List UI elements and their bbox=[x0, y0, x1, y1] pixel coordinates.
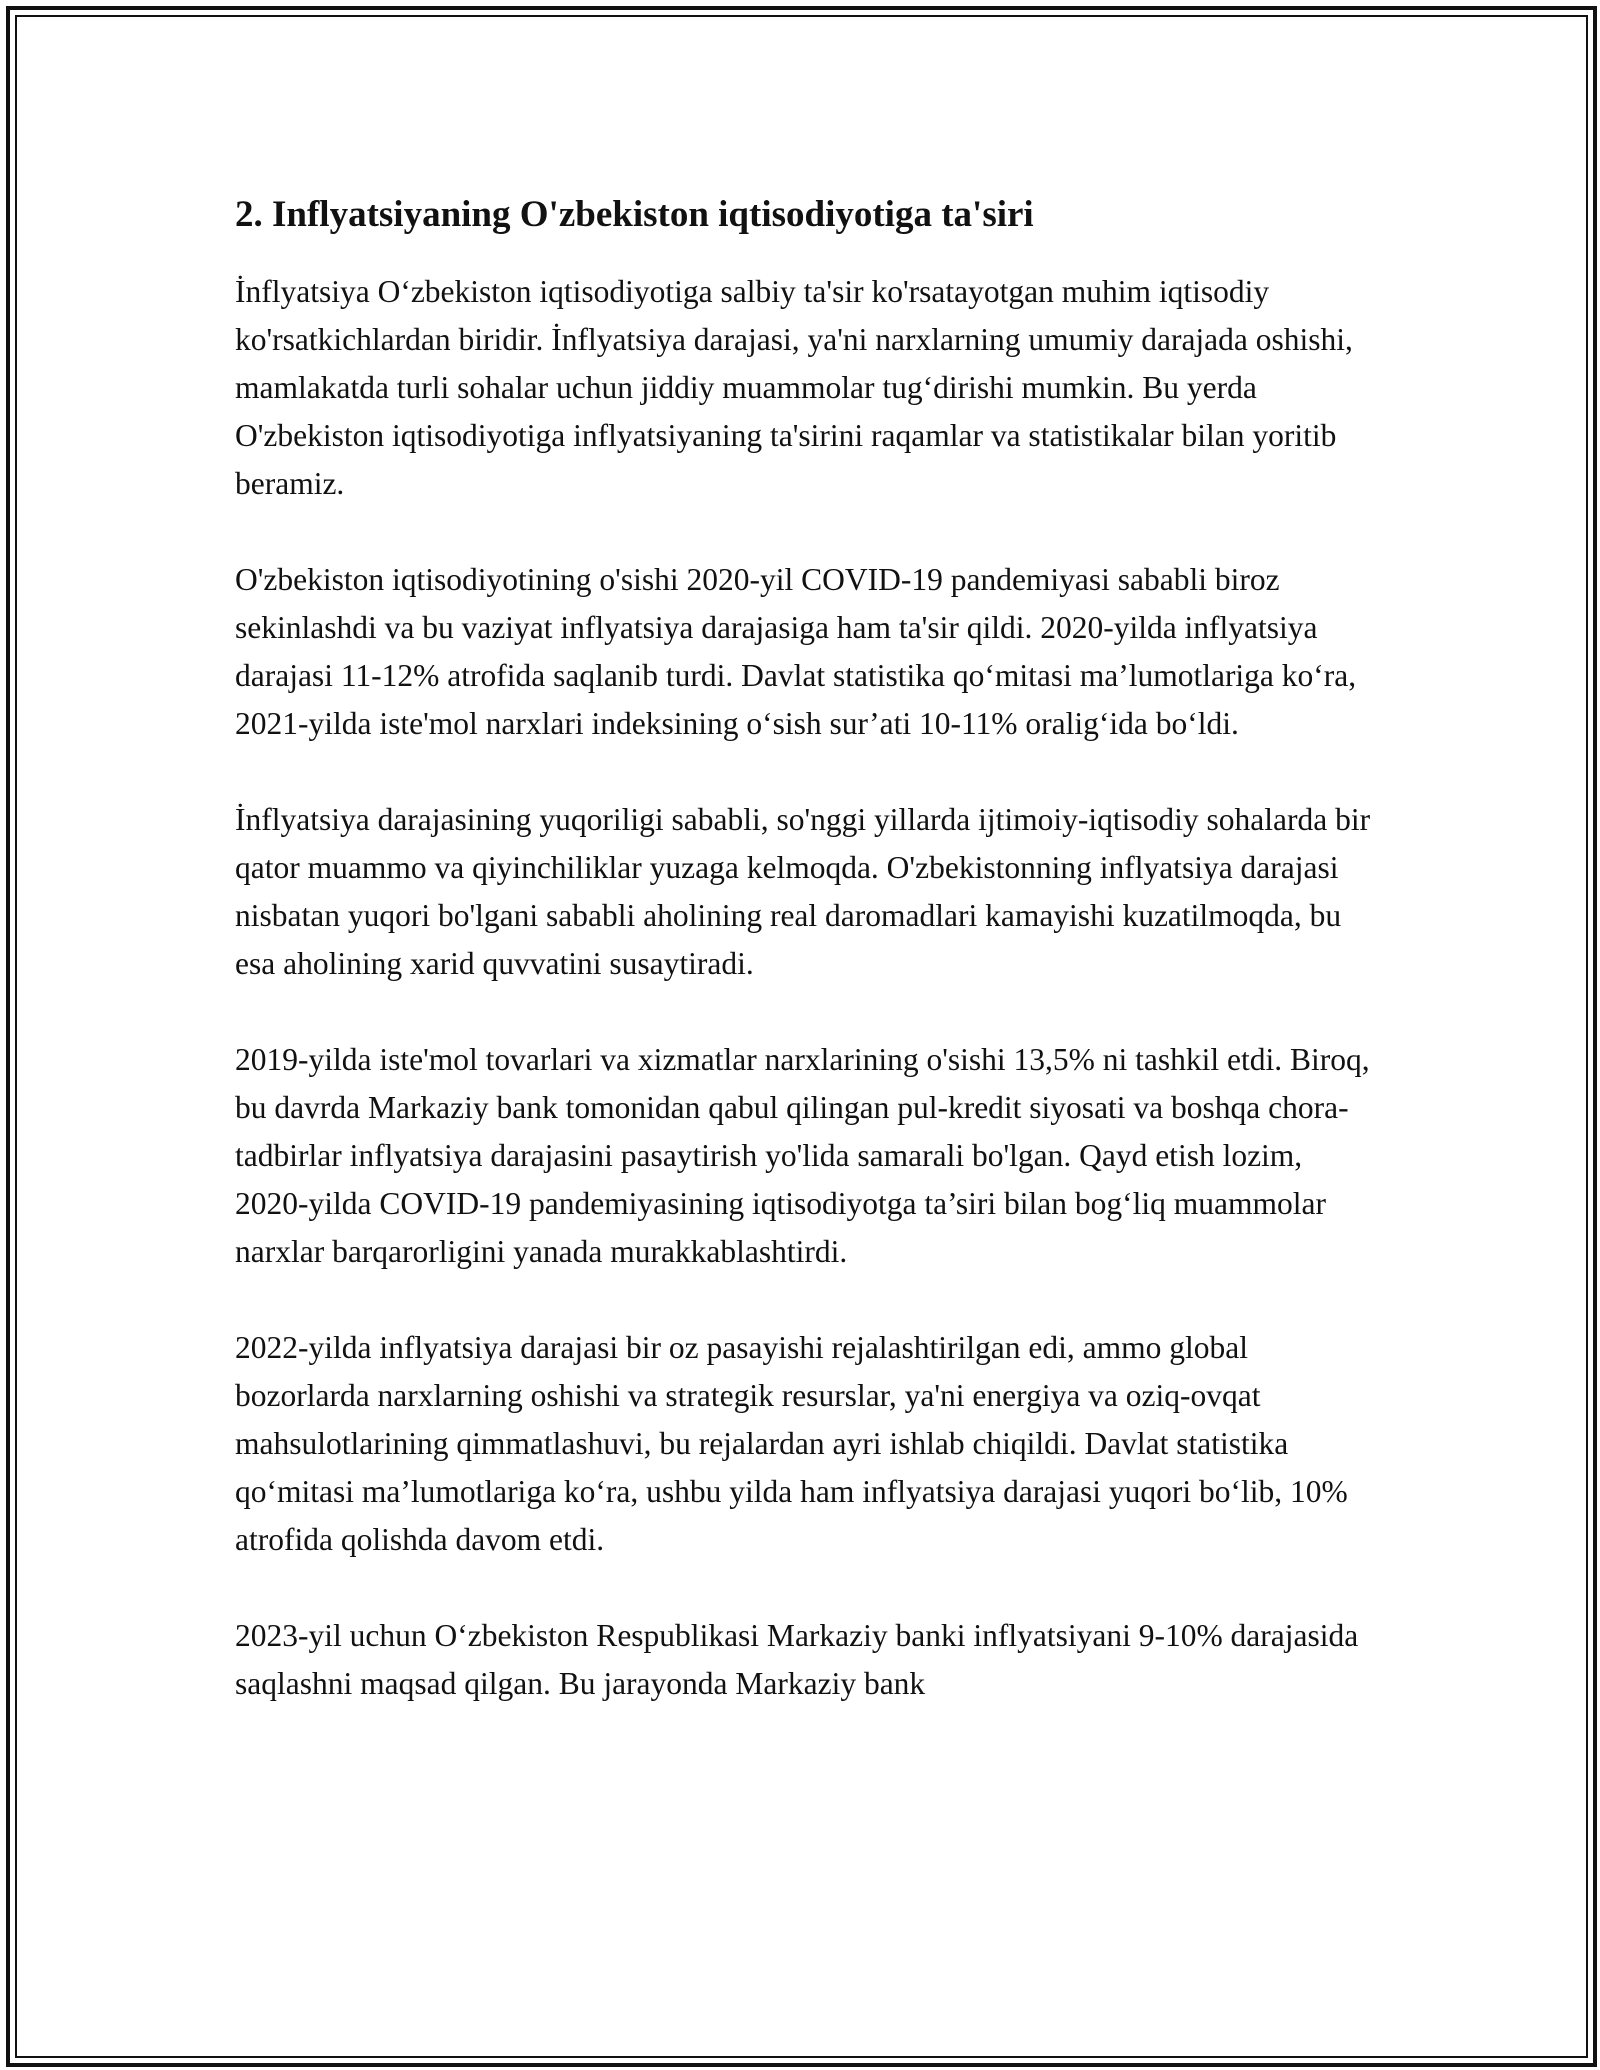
paragraph-5: 2022-yilda inflyatsiya darajasi bir oz pasayishi rejalashtirilgan edi, ammo global bozorlarda narxlarning oshishi va strategik resurslar, ya'ni energiya va oziq-ovqat mahsulotlarining qimmatlashuvi, bu rejalardan ayri ishlab chiqildi. Davlat statistika qo‘mitasi ma’lumotlariga ko‘ra, ushbu yilda ham inflyatsiya darajasi yuqori bo‘lib, 10% atrofida qolishda davom etdi. bbox=[235, 1330, 1348, 1557]
document-body bbox=[235, 180, 1375, 1756]
paragraph-1: İnflyatsiya O‘zbekiston iqtisodiyotiga salbiy ta'sir ko'rsatayotgan muhim iqtisodiy ko'rsatkichlardan biridir. İnflyatsiya darajasi, ya'ni narxlarning umumiy darajada oshishi, mamlakatda turli sohalar uchun jiddiy muammolar tug‘dirishi mumkin. Bu yerda O'zbekiston iqtisodiyotiga inflyatsiyaning ta'sirini raqamlar va statistikalar bilan yoritib beramiz. bbox=[235, 274, 1353, 501]
paragraph-3: İnflyatsiya darajasining yuqoriligi sababli, so'nggi yillarda ijtimoiy-iqtisodiy sohalarda bir qator muammo va qiyinchiliklar yuzaga kelmoqda. O'zbekistonning inflyatsiya darajasi nisbatan yuqori bo'lgani sababli aholining real daromadlari kamayishi kuzatilmoqda, bu esa aholining xarid quvvatini susaytiradi. bbox=[235, 802, 1371, 981]
paragraph-4: 2019-yilda iste'mol tovarlari va xizmatlar narxlarining o'sishi 13,5% ni tashkil etdi. Biroq, bu davrda Markaziy bank tomonidan qabul qilingan pul-kredit siyosati va boshqa chora-tadbirlar inflyatsiya darajasini pasaytirish yo'lida samarali bo'lgan. Qayd etish lozim, 2020-yilda COVID-19 pandemiyasining iqtisodiyotga ta’siri bilan bog‘liq muammolar narxlar barqarorligini yanada murakkablashtirdi. bbox=[235, 1042, 1370, 1269]
paragraph-2: O'zbekiston iqtisodiyotining o'sishi 2020-yil COVID-19 pandemiyasi sababli biroz sekinlashdi va bu vaziyat inflyatsiya darajasiga ham ta'sir qildi. 2020-yilda inflyatsiya darajasi 11-12% atrofida saqlanib turdi. Davlat statistika qo‘mitasi ma’lumotlariga ko‘ra, 2021-yilda iste'mol narxlari indeksining o‘sish sur’ati 10-11% oralig‘ida bo‘ldi. bbox=[235, 562, 1357, 741]
section-heading: 2. Inflyatsiyaning O'zbekiston iqtisodiyotiga ta'siri bbox=[235, 194, 1034, 235]
paragraph-6: 2023-yil uchun O‘zbekiston Respublikasi Markaziy banki inflyatsiyani 9-10% darajasida saqlashni maqsad qilgan. Bu jarayonda Markaziy bank bbox=[235, 1618, 1359, 1701]
